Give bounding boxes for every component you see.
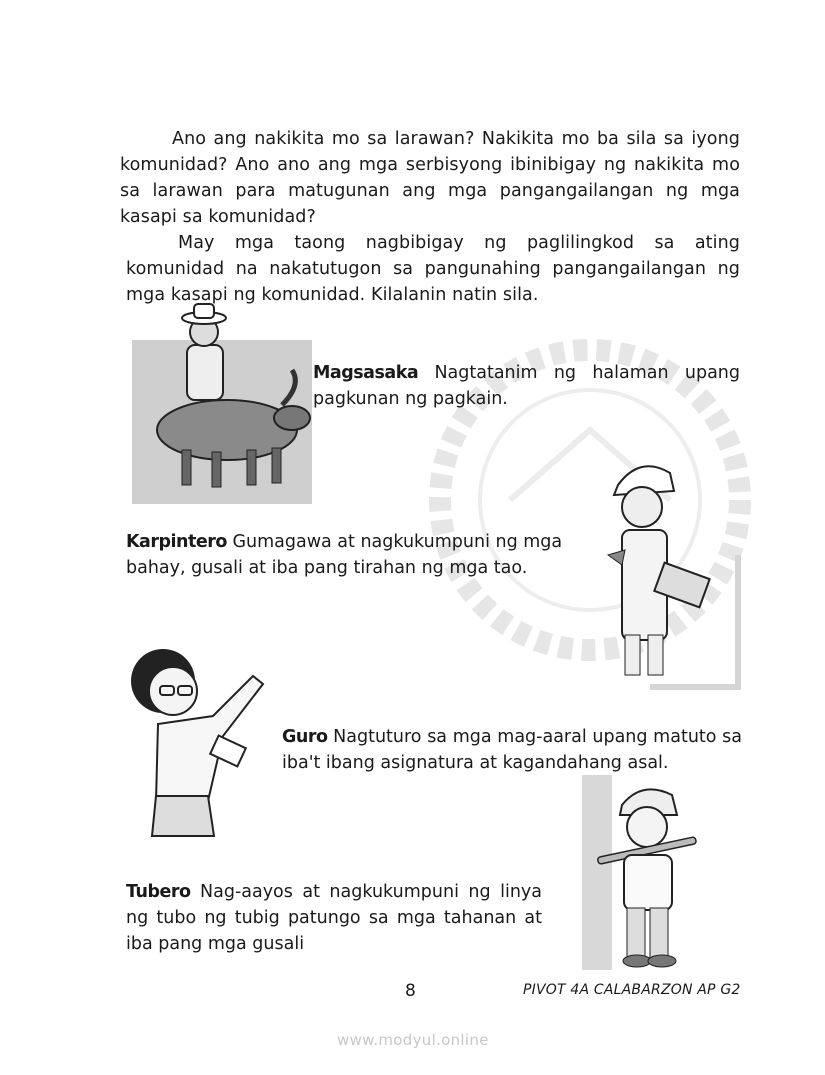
teacher-illustration [118, 636, 278, 846]
plumber-illustration [582, 775, 700, 970]
worker-description: Nag-aayos at nagkukumpuni ng linya ng tubo ng tubig patungo sa mga tahanan at iba pang mga gusali [126, 881, 542, 954]
intro-paragraph-2-text: May mga taong nagbibigay ng paglilingkod sa ating komunidad na nakatutugon sa pangunahing pangangailangan ng mga kasapi ng komunidad. Kilalanin natin sila. [126, 232, 740, 305]
carpenter-illustration [590, 455, 745, 690]
page-number: 8 [405, 981, 416, 1001]
intro-paragraph-1-text: Ano ang nakikita mo sa larawan? Nakikita mo ba sila sa iyong komunidad? Ano ano ang mga serbisyong ibinibigay ng nakikita mo sa larawan para matugunan ang mga pangangailangan ng mga kasapi sa komunidad? [120, 128, 740, 227]
intro-paragraph-1 [120, 126, 740, 230]
worker-title: Tubero [126, 881, 191, 902]
worker-description: Nagtatanim ng halaman upang pagkunan ng pagkain. [313, 362, 740, 409]
worker-entry-magsasaka [313, 360, 740, 412]
worker-entry-tubero [126, 879, 542, 957]
intro-paragraph-2 [126, 230, 740, 308]
worker-title: Guro [282, 726, 328, 747]
footer-label: PIVOT 4A CALABARZON AP G2 [523, 982, 741, 998]
worker-title: Magsasaka [313, 362, 419, 383]
farmer-on-carabao-illustration [132, 300, 312, 504]
worker-description: Nagtuturo sa mga mag-aaral upang matuto sa iba't ibang asignatura at kagandahang asal. [282, 726, 742, 773]
worker-entry-guro [282, 724, 742, 776]
worker-entry-karpintero [126, 529, 576, 581]
watermark: www.modyul.online [337, 1031, 489, 1049]
worker-title: Karpintero [126, 531, 227, 552]
worker-description: Gumagawa at nagkukumpuni ng mga bahay, gusali at iba pang tirahan ng mga tao. [126, 531, 563, 578]
